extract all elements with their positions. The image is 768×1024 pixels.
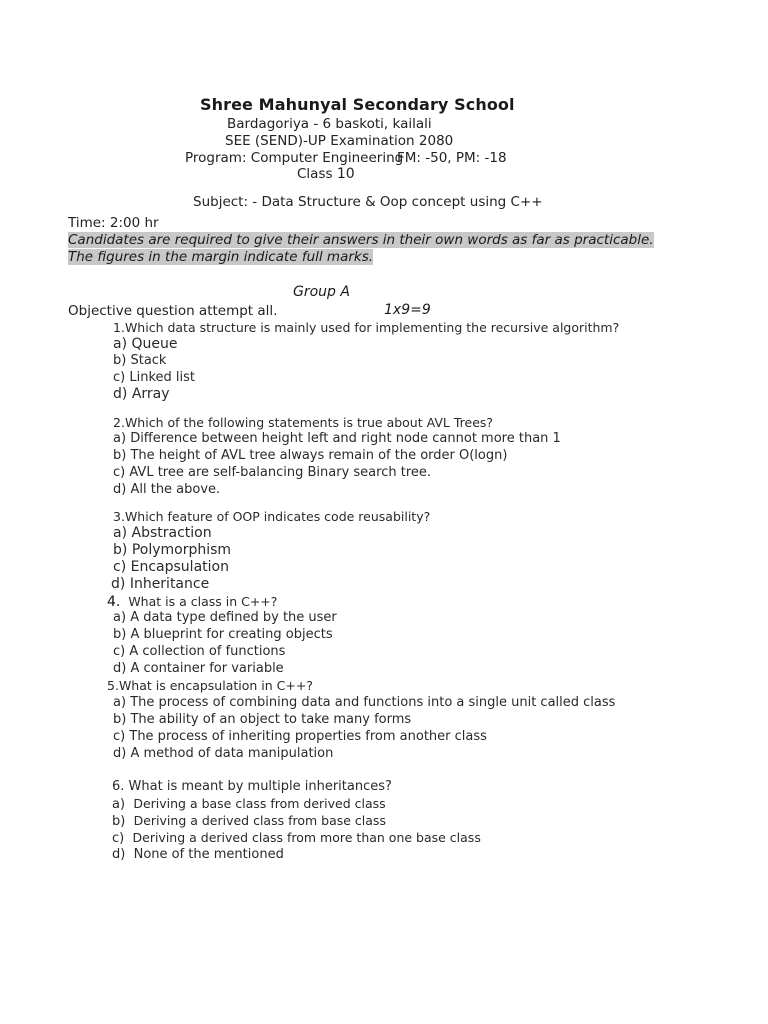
option-1b	[113, 353, 166, 368]
option-4b	[113, 627, 333, 642]
question-number: 1.	[113, 320, 125, 335]
question-number: 6.	[112, 779, 125, 794]
instructions	[68, 232, 680, 266]
option-4c	[113, 644, 285, 659]
option-4d	[113, 661, 284, 676]
question-number: 4.	[107, 594, 121, 610]
time-line: Time: 2:00 hr	[68, 215, 159, 231]
question-text: What is meant by multiple inheritances?	[128, 779, 392, 794]
option-3c	[113, 559, 229, 575]
option-label: c)	[113, 644, 126, 659]
option-text: The height of AVL tree always remain of the order O(logn)	[130, 448, 508, 463]
option-label: c)	[113, 729, 126, 744]
option-text: Deriving a derived class from base class	[133, 813, 386, 828]
option-text: All the above.	[130, 482, 221, 497]
option-6c	[112, 830, 481, 846]
option-5a	[113, 695, 615, 710]
question-1	[113, 320, 619, 335]
option-label: a)	[113, 695, 127, 710]
option-2b	[113, 448, 507, 463]
option-label: d)	[113, 746, 127, 761]
option-text: Queue	[131, 336, 178, 352]
school-name: Shree Mahunyal Secondary School	[200, 95, 515, 114]
option-text: Encapsulation	[130, 559, 229, 575]
group-title: Group A	[293, 284, 350, 300]
option-text: The process of combining data and functions into a single unit called class	[130, 695, 616, 710]
option-text: A blueprint for creating objects	[130, 627, 333, 642]
option-6b	[112, 813, 386, 829]
question-6	[112, 779, 392, 794]
question-number: 3.	[113, 509, 125, 524]
option-3a	[113, 525, 212, 541]
program-line: Program: Computer Engineering	[185, 150, 404, 166]
option-label: a)	[113, 610, 127, 625]
option-text: Difference between height left and right node cannot more than 1	[130, 431, 561, 446]
option-label: d)	[113, 386, 128, 402]
option-label: a)	[112, 797, 126, 812]
option-5d	[113, 746, 333, 761]
option-text: The process of inheriting properties from another class	[129, 729, 487, 744]
school-address: Bardagoriya - 6 baskoti, kailali	[227, 116, 432, 132]
question-2	[113, 415, 493, 430]
option-text: The ability of an object to take many forms	[130, 712, 412, 727]
option-label: c)	[113, 559, 127, 575]
option-4a	[113, 610, 337, 625]
option-text: Stack	[130, 353, 167, 368]
option-text: Deriving a base class from derived class	[133, 796, 386, 811]
option-label: b)	[113, 542, 128, 558]
question-text: Which feature of OOP indicates code reusability?	[124, 509, 431, 524]
option-label: d)	[111, 576, 126, 592]
question-number: 5.	[107, 678, 119, 693]
option-2a	[113, 431, 561, 446]
option-5c	[113, 729, 487, 744]
option-label: b)	[113, 712, 127, 727]
option-text: Polymorphism	[131, 542, 232, 558]
question-text: What is encapsulation in C++?	[118, 678, 313, 693]
option-label: a)	[113, 525, 128, 541]
option-label: b)	[113, 627, 127, 642]
question-text: Which of the following statements is true about AVL Trees?	[124, 415, 494, 430]
option-label: c)	[112, 831, 125, 846]
option-text: A collection of functions	[129, 644, 286, 659]
question-text: Which data structure is mainly used for implementing the recursive algorithm?	[124, 320, 620, 335]
option-label: b)	[112, 814, 126, 829]
option-6d	[112, 847, 284, 862]
option-text: Linked list	[129, 370, 196, 385]
option-label: a)	[113, 336, 128, 352]
subject-line: Subject: - Data Structure & Oop concept using C++	[193, 194, 543, 210]
option-text: Abstraction	[131, 525, 212, 541]
option-label: c)	[113, 465, 126, 480]
option-text: A data type defined by the user	[130, 610, 337, 625]
group-marks: 1x9=9	[384, 302, 431, 318]
option-3d	[111, 576, 209, 592]
option-2c	[113, 465, 431, 480]
option-text: Deriving a derived class from more than one base class	[132, 830, 481, 845]
option-6a	[112, 796, 386, 812]
option-3b	[113, 542, 231, 558]
class-line	[297, 166, 355, 182]
option-text: A container for variable	[130, 661, 284, 676]
exam-title: SEE (SEND)-UP Examination 2080	[225, 133, 454, 149]
option-label: d)	[112, 847, 126, 862]
question-4	[107, 594, 277, 610]
option-5b	[113, 712, 411, 727]
instructions-text: Candidates are required to give their answers in their own words as far as practicable. The figures in the margin indicate full marks.	[68, 232, 654, 265]
question-number: 2.	[113, 415, 125, 430]
option-text: Inheritance	[129, 576, 210, 592]
option-label: d)	[113, 482, 127, 497]
option-label: c)	[113, 370, 126, 385]
class-label: Class	[297, 166, 333, 182]
option-2d	[113, 482, 220, 497]
question-text: What is a class in C++?	[128, 594, 278, 609]
question-5	[107, 678, 313, 693]
option-1c	[113, 370, 195, 385]
option-label: b)	[113, 448, 127, 463]
question-3	[113, 509, 430, 524]
option-text: A method of data manipulation	[130, 746, 334, 761]
option-label: d)	[113, 661, 127, 676]
group-instruction: Objective question attempt all.	[68, 303, 278, 319]
option-text: AVL tree are self-balancing Binary search tree.	[129, 465, 432, 480]
option-label: b)	[113, 353, 127, 368]
option-1d	[113, 386, 170, 402]
option-label: a)	[113, 431, 127, 446]
class-number: 10	[336, 166, 355, 182]
option-1a	[113, 336, 178, 352]
marks-line: FM: -50, PM: -18	[397, 150, 507, 166]
option-text: None of the mentioned	[133, 847, 284, 862]
option-text: Array	[131, 386, 170, 402]
